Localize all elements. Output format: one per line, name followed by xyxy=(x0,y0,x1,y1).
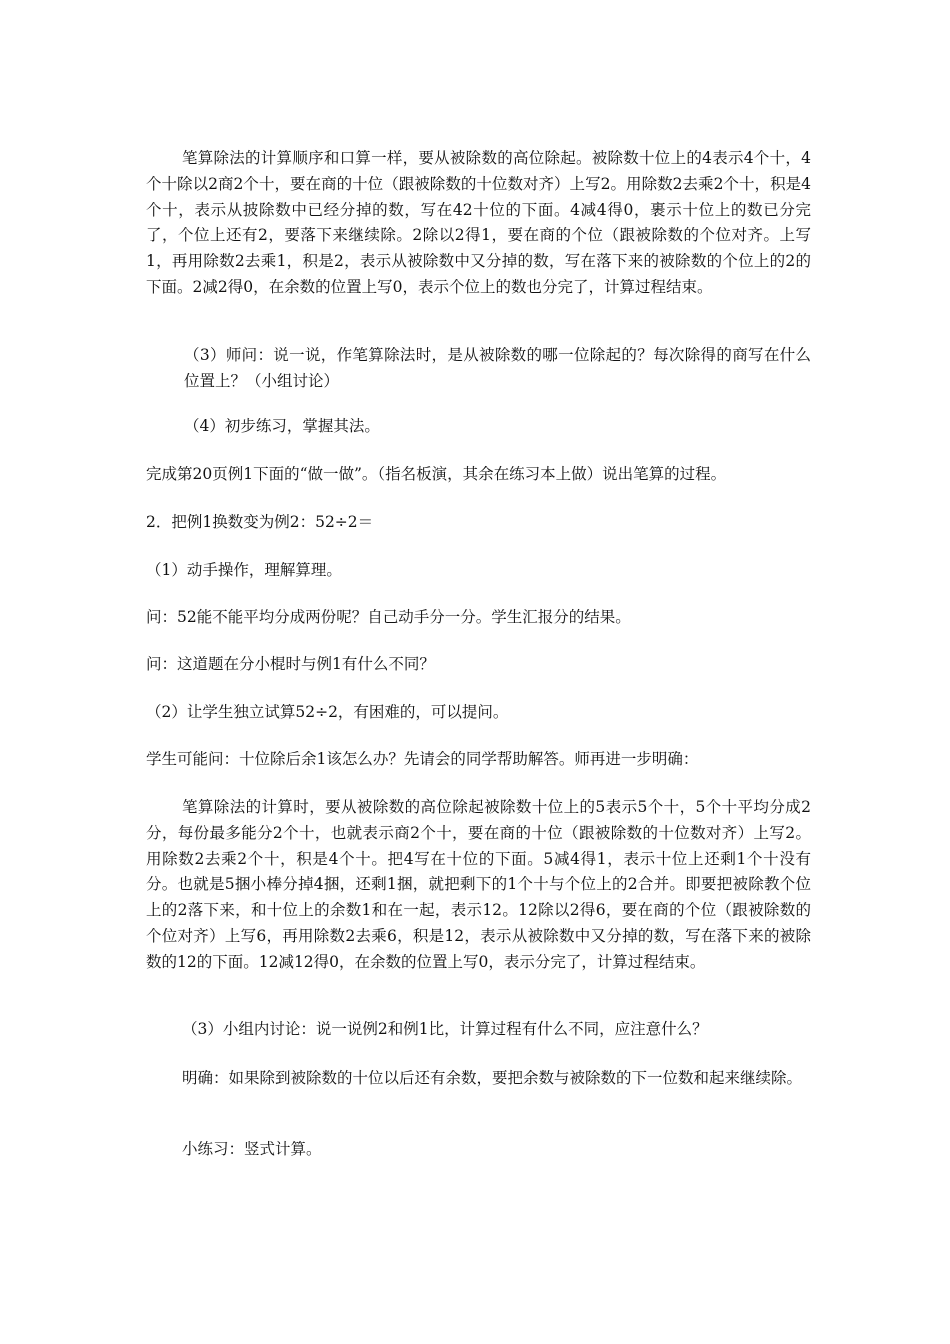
paragraph-explanation-example-2: 笔算除法的计算时，要从被除数的高位除起被除数十位上的5表示5个十，5个十平均分成2分，每份最多能分2个十，也就表示商2个十，要在商的十位（跟被除数的十位数对齐）上写2。用除数2去乘2个十，积是4个十。把4写在十位的下面。5减4得1，表示十位上还剩1个十没有分。也就是5捆小棒分掉4捆，还剩1捆，就把剩下的1个十与个位上的2合并。即要把被除教个位上的2落下来，和十位上的余数1和在一起，表示12。12除以2得6，要在商的个位（跟被除数的个位对齐）上写6，再用除数2去乘6，积是12，表示从被除数中又分掉的数，写在落下来的被除数的12的下面。12减12得0，在余数的位置上写0，表示分完了，计算过程结束。 xyxy=(146,798,811,971)
paragraph-group-discussion: （3）小组内讨论：说一说例2和例1比，计算过程有什么不同，应注意什么？ xyxy=(182,1020,708,1038)
paragraph-teacher-question: （3）师问：说一说，作笔算除法时，是从被除数的哪一位除起的？每次除得的商写在什么位置上？（小组讨论） xyxy=(184,346,811,390)
paragraph-complete-exercise: 完成第20页例1下面的“做一做”。（指名板演，其余在练习本上做）说出笔算的过程。 xyxy=(146,465,727,483)
paragraph-initial-practice: （4）初步练习，掌握其法。 xyxy=(184,417,380,435)
paragraph-example-2-heading: 2．把例1换数变为例2：52÷2＝ xyxy=(146,513,374,531)
paragraph-small-exercise: 小练习：竖式计算。 xyxy=(182,1140,322,1158)
paragraph-clarification: 明确：如果除到被除数的十位以后还有余数，要把余数与被除数的下一位数和起来继续除。 xyxy=(182,1069,803,1087)
paragraph-independent-trial: （2）让学生独立试算52÷2，有困难的，可以提问。 xyxy=(146,703,509,721)
paragraph-question-difference: 问：这道题在分小棍时与例1有什么不同？ xyxy=(146,655,435,673)
paragraph-hands-on: （1）动手操作，理解算理。 xyxy=(146,561,342,579)
paragraph-student-question: 学生可能问：十位除后余1该怎么办？先请会的同学帮助解答。师再进一步明确： xyxy=(146,750,699,768)
paragraph-explanation-example-1: 笔算除法的计算顺序和口算一样，要从被除数的高位除起。被除数十位上的4表示4个十，4个十除以2商2个十，要在商的十位（跟被除数的十位数对齐）上写2。用除数2去乘2个十，积是4个十，表示从披除数中已经分掉的数，写在42十位的下面。4减4得0，裹示十位上的数已分完了，个位上还有2，要落下来继续除。2除以2得1，要在商的个位（跟被除数的个位对齐。上写1，再用除数2去乘1，积是2，表示从被除数中又分掉的数，写在落下来的被除数的个位上的2的下面。2减2得0，在余数的位置上写0，表示个位上的数也分完了，计算过程结束。 xyxy=(146,149,811,296)
paragraph-question-52: 问：52能不能平均分成两份呢？自己动手分一分。学生汇报分的结果。 xyxy=(146,608,631,626)
